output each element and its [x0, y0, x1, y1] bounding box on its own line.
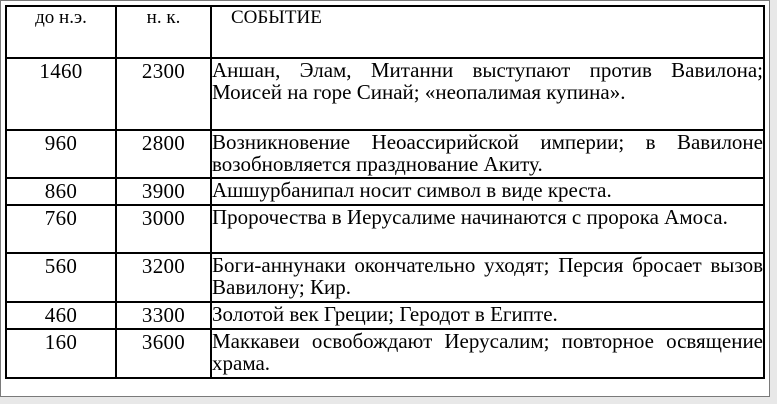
table-row — [6, 178, 764, 205]
cell-event: Золотой век Греции; Геродот в Египте. — [211, 302, 764, 329]
cell-event: Боги-аннунаки окончательно уходят; Персия бросает вызов Вавилону; Кир. — [211, 253, 764, 302]
cell-event: Ашшурбанипал носит символ в виде креста. — [211, 178, 764, 205]
chronology-table — [5, 5, 765, 379]
cell-bce: 860 — [6, 178, 116, 205]
header-nk: н. к. — [116, 6, 211, 58]
cell-event: Возникновение Неоассирийской империи; в Вавилоне возобновляется празднование Акиту. — [212, 130, 763, 176]
cell-nk: 3000 — [116, 205, 211, 253]
header-event: СОБЫТИЕ — [211, 6, 764, 58]
cell-event: Пророчества в Иерусалиме начинаются с пророка Амоса. — [211, 205, 764, 253]
cell-bce: 160 — [6, 329, 116, 378]
cell-nk: 2300 — [116, 58, 211, 130]
cell-nk: 3900 — [116, 178, 211, 205]
cell-nk: 2800 — [116, 130, 211, 178]
cell-bce: 460 — [6, 302, 116, 329]
cell-nk: 3300 — [116, 302, 211, 329]
table-header-row — [6, 6, 764, 58]
table-row — [6, 205, 764, 253]
table-row — [6, 302, 764, 329]
cell-bce: 760 — [6, 205, 116, 253]
table-row — [6, 329, 764, 378]
cell-bce: 960 — [6, 130, 116, 178]
table-row — [6, 58, 764, 130]
cell-nk: 3200 — [116, 253, 211, 302]
table-row — [6, 130, 764, 178]
header-bce: до н.э. — [6, 6, 116, 58]
cell-event: Маккавеи освобождают Иерусалим; повторное освящение храма. — [211, 329, 764, 378]
cell-nk: 3600 — [116, 329, 211, 378]
table-row — [6, 253, 764, 302]
cell-bce: 560 — [6, 253, 116, 302]
cell-event: Аншан, Элам, Митанни выступают против Вавилона; Моисей на горе Синай; «неопалимая купина». — [211, 58, 764, 130]
cell-bce: 1460 — [6, 58, 116, 130]
